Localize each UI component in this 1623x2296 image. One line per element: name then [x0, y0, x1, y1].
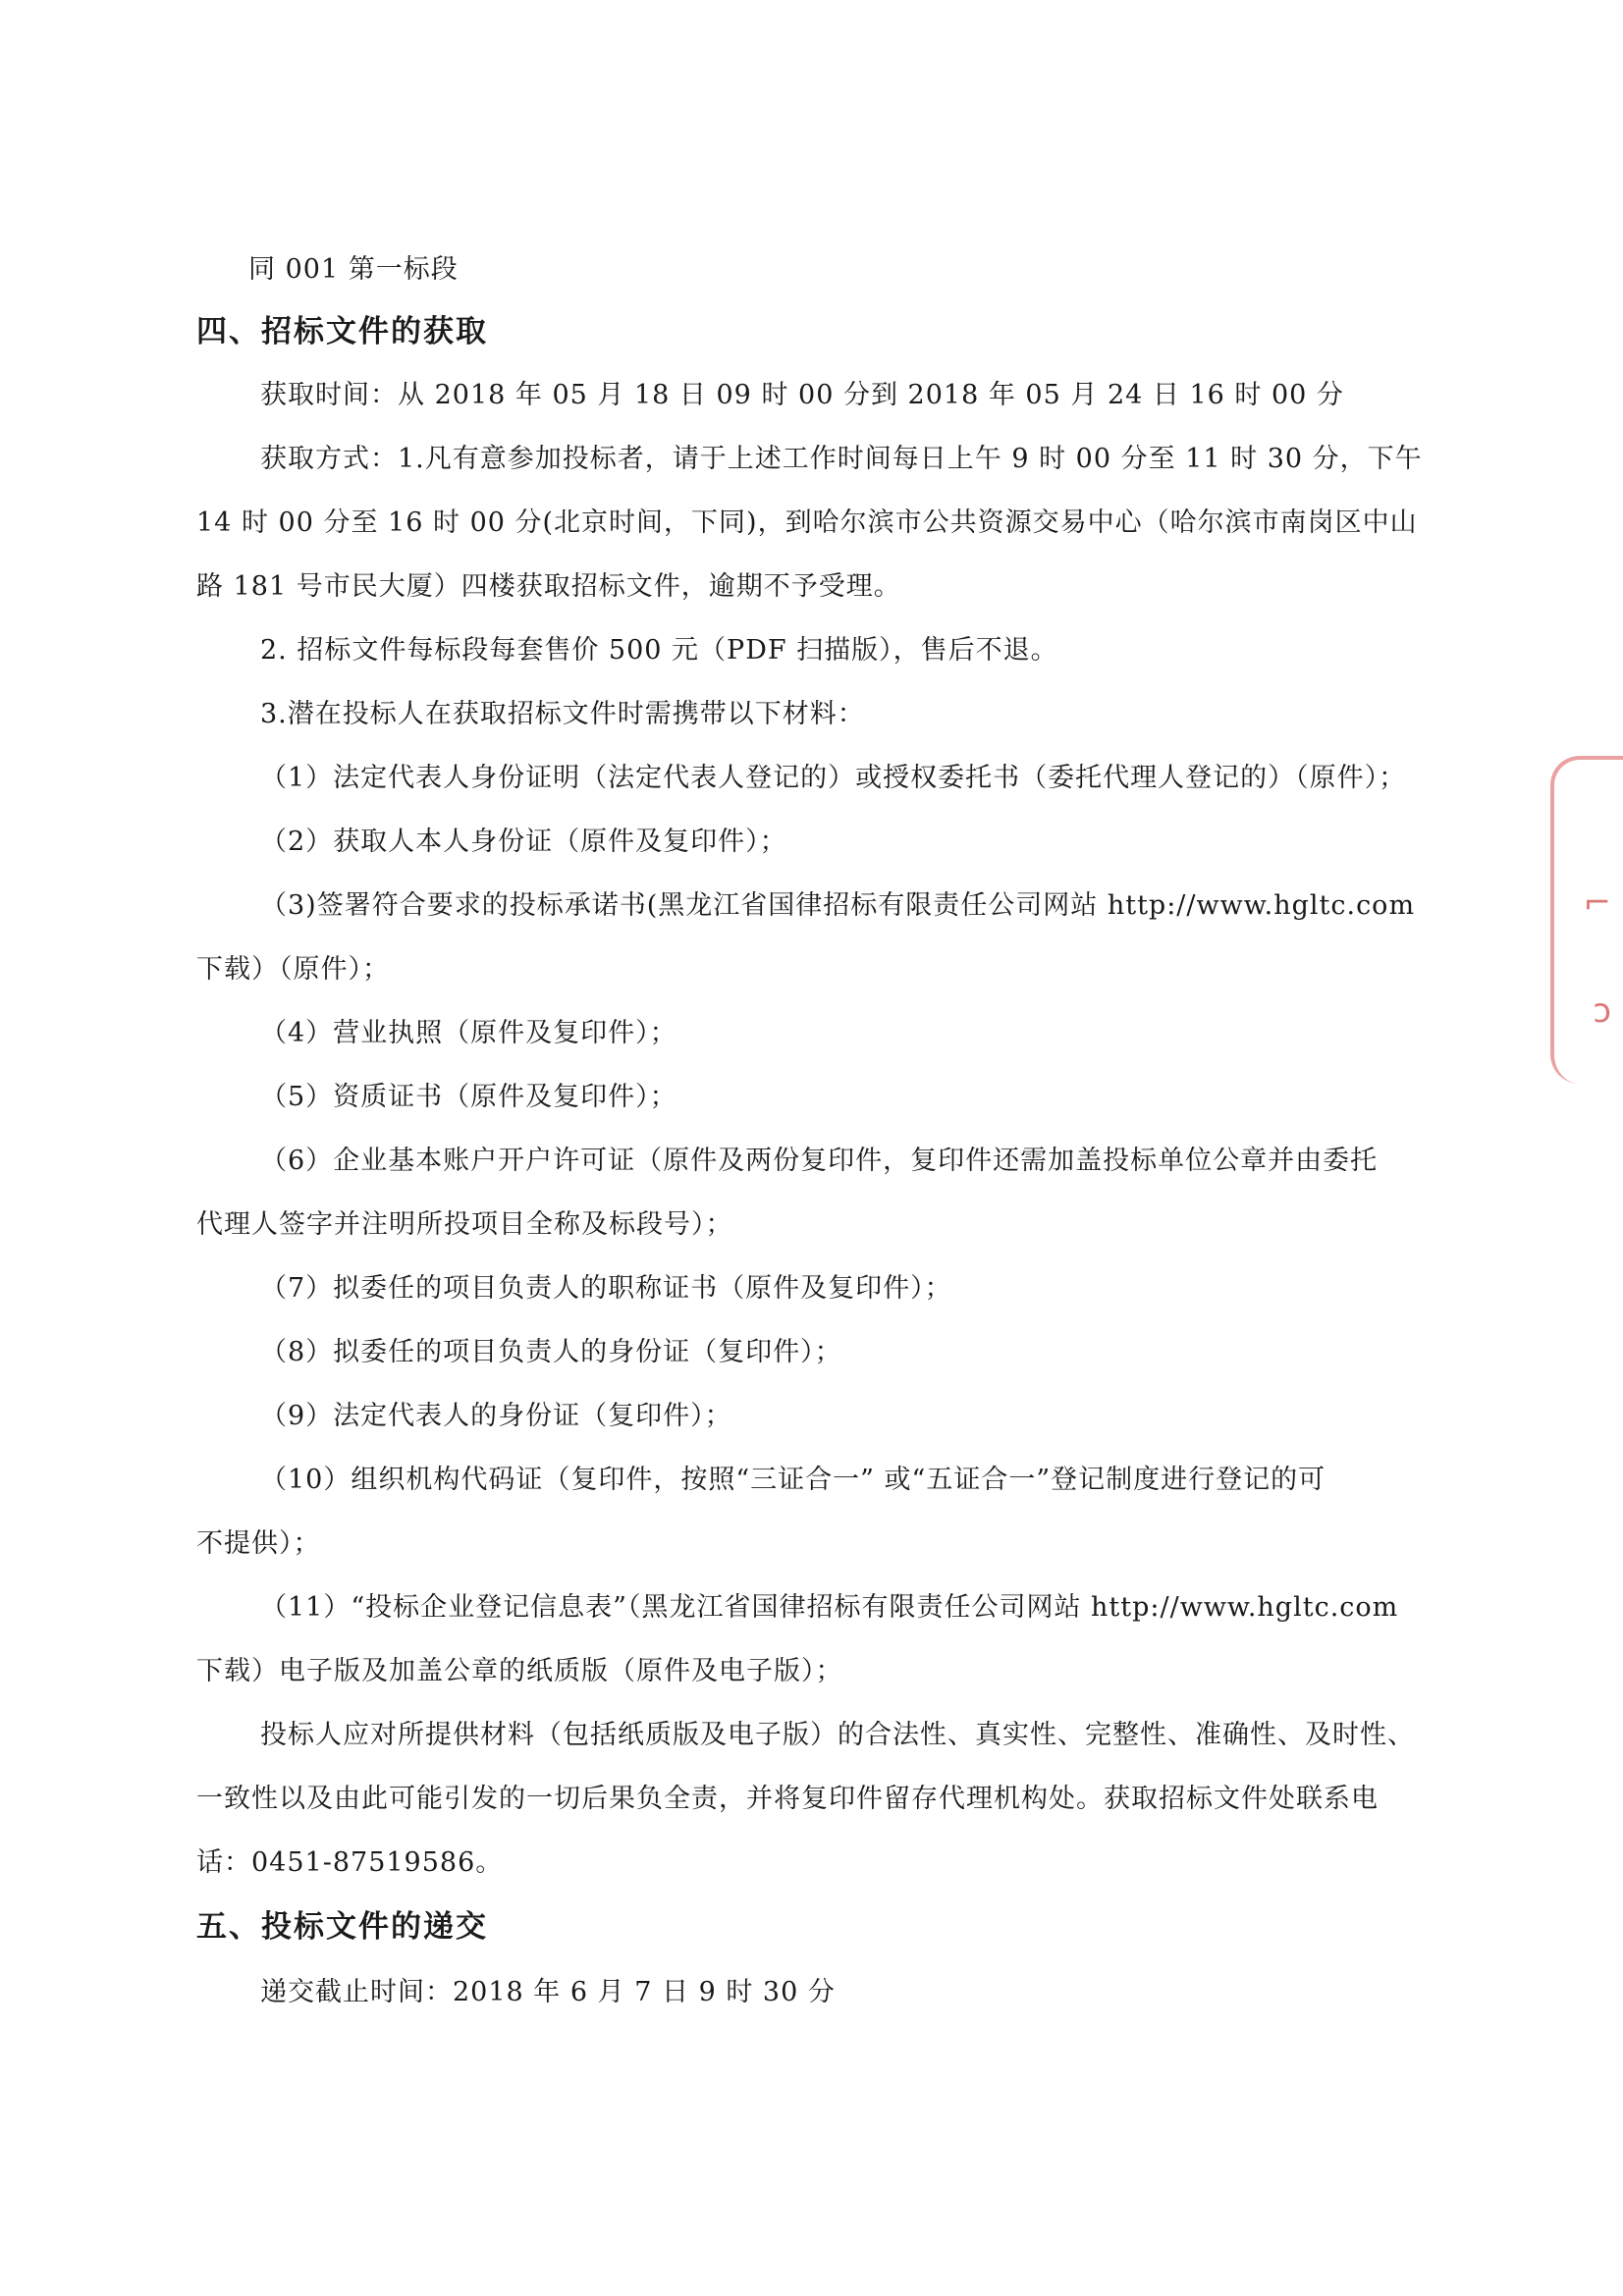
text-line: 递交截止时间：2018 年 6 月 7 日 9 时 30 分 [260, 1977, 836, 2007]
text-line: 投标人应对所提供材料（包括纸质版及电子版）的合法性、真实性、完整性、准确性、及时性、 [260, 1720, 1415, 1750]
text-line: （1）法定代表人身份证明（法定代表人登记的）或授权委托书（委托代理人登记的）（原件）； [260, 763, 1407, 793]
section-heading: 五、投标文件的递交 [196, 1909, 488, 1945]
text-line: 14 时 00 分至 16 时 00 分(北京时间，下同)，到哈尔滨市公共资源交易中心（哈尔滨市南岗区中山 [196, 507, 1418, 538]
text-line: 话：0451-87519586。 [196, 1847, 504, 1878]
text-line: 3.潜在投标人在获取招标文件时需携带以下材料： [260, 699, 865, 729]
text-line: （10）组织机构代码证（复印件，按照“三证合一” 或“五证合一”登记制度进行登记的可 [260, 1465, 1326, 1495]
text-line: 获取方式：1.凡有意参加投标者，请于上述工作时间每日上午 9 时 00 分至 11 时 30 分，下午 [260, 444, 1423, 474]
text-line: （8）拟委任的项目负责人的身份证（复印件）； [260, 1337, 842, 1367]
text-line: （9）法定代表人的身份证（复印件）； [260, 1401, 732, 1431]
text-line: （3)签署符合要求的投标承诺书(黑龙江省国律招标有限责任公司网站 http://www.hgltc.com [260, 890, 1416, 921]
text-line: （11）“投标企业登记信息表”（黑龙江省国律招标有限责任公司网站 http://www.hgltc.com [260, 1592, 1399, 1623]
text-line: 同 001 第一标段 [248, 254, 459, 285]
text-line: （5）资质证书（原件及复印件）； [260, 1082, 677, 1112]
section-heading: 四、招标文件的获取 [196, 314, 488, 349]
text-line: 代理人签字并注明所投项目全称及标段号）； [196, 1209, 733, 1240]
text-line: 下载）电子版及加盖公章的纸质版（原件及电子版）； [196, 1656, 843, 1686]
text-line: 下载）（原件）； [196, 954, 390, 985]
seal-stamp-mark: ↄ [1593, 991, 1611, 1031]
seal-stamp-mark: ⌐ [1583, 883, 1611, 923]
text-line: 2. 招标文件每标段每套售价 500 元（PDF 扫描版），售后不退。 [260, 635, 1058, 666]
text-line: （2）获取人本人身份证（原件及复印件）； [260, 827, 787, 857]
text-line: 一致性以及由此可能引发的一切后果负全责，并将复印件留存代理机构处。获取招标文件处联系电 [196, 1784, 1379, 1814]
text-line: （7）拟委任的项目负责人的职称证书（原件及复印件）； [260, 1273, 952, 1304]
text-line: （6）企业基本账户开户许可证（原件及两份复印件，复印件还需加盖投标单位公章并由委托 [260, 1146, 1379, 1176]
text-line: （4）营业执照（原件及复印件）； [260, 1018, 677, 1048]
text-line: 不提供）； [196, 1528, 321, 1559]
text-line: 路 181 号市民大厦）四楼获取招标文件，逾期不予受理。 [196, 571, 901, 602]
text-line: 获取时间：从 2018 年 05 月 18 日 09 时 00 分到 2018 年 05 月 24 日 16 时 00 分 [260, 380, 1344, 410]
